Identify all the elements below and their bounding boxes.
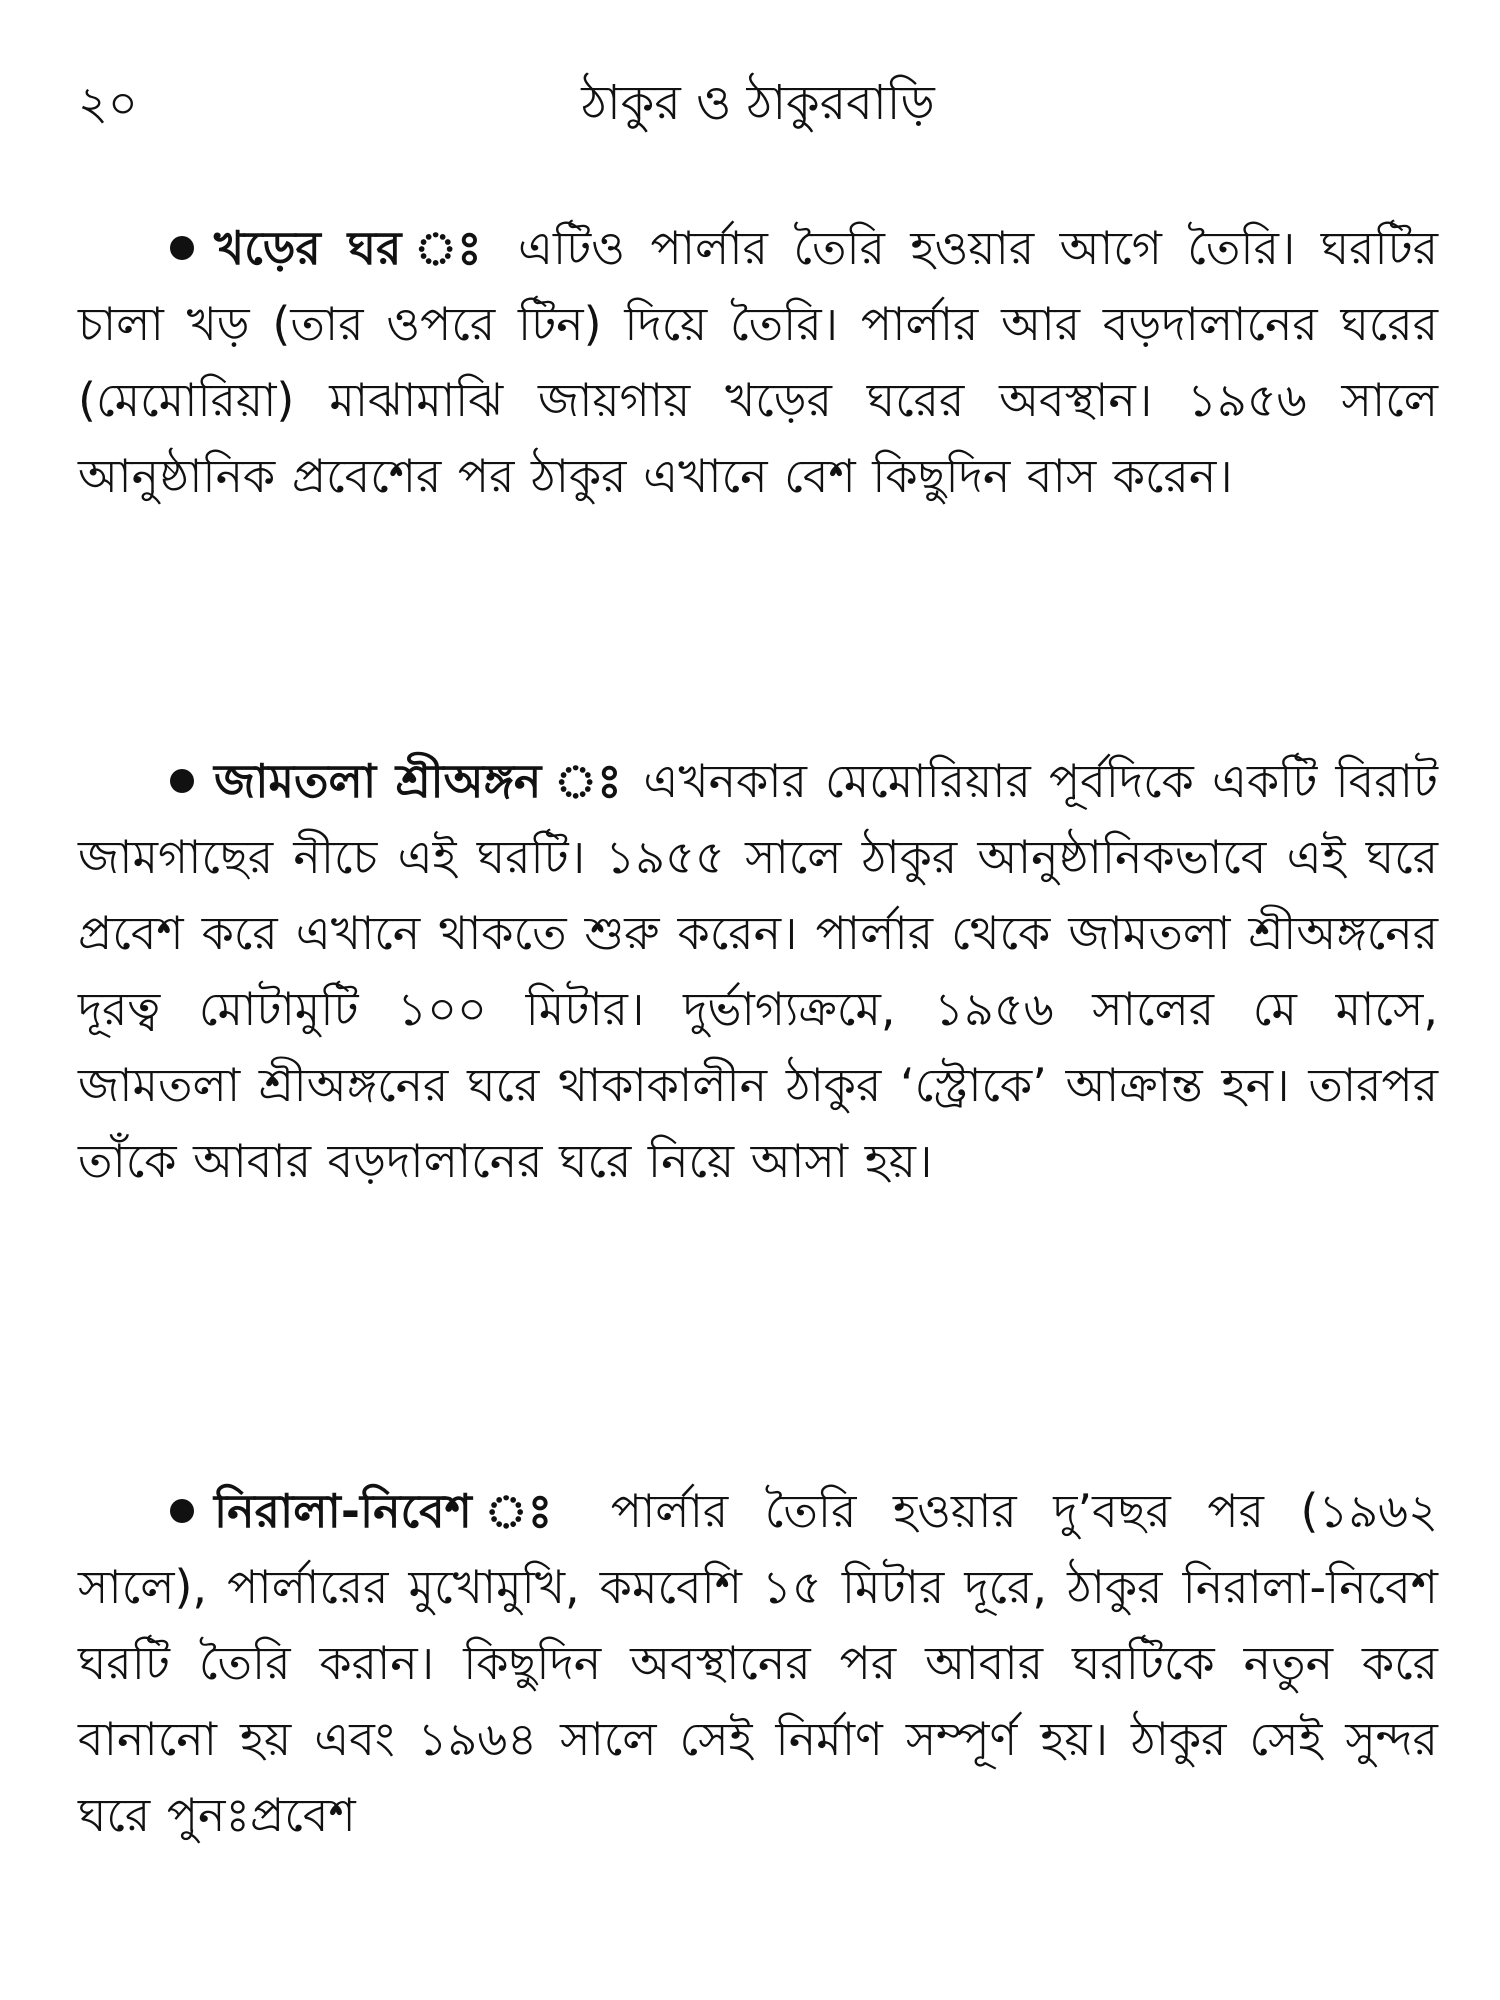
bullet-icon	[170, 769, 194, 793]
page-number: ২০	[78, 76, 138, 130]
paragraph	[78, 1473, 1438, 1853]
section-term: জামতলা শ্রীঅঙ্গন ঃ	[214, 754, 626, 808]
bullet-icon	[170, 1499, 194, 1523]
section-kharer-ghar	[78, 210, 1438, 514]
section-text: পার্লার তৈরি হওয়ার দু’বছর পর (১৯৬২ সালে), পার্লারের মুখোমুখি, কমবেশি ১৫ মিটার দূরে, ঠাকুর নিরালা-নিবেশ ঘরটি তৈরি করান। কিছুদিন অবস্থানের পর আবার ঘরটিকে নতুন করে বানানো হয় এবং ১৯৬৪ সালে সেই নির্মাণ সম্পূর্ণ হয়। ঠাকুর সেই সুন্দর ঘরে পুনঃপ্রবেশ	[78, 1484, 1438, 1842]
section-jamtala-sriangan	[78, 743, 1438, 1199]
page-header	[78, 68, 1438, 138]
section-text: এখনকার মেমোরিয়ার পূর্বদিকে একটি বিরাট জামগাছের নীচে এই ঘরটি। ১৯৫৫ সালে ঠাকুর আনুষ্ঠানিকভাবে এই ঘরে প্রবেশ করে এখানে থাকতে শুরু করেন। পার্লার থেকে জামতলা শ্রীঅঙ্গনের দূরত্ব মোটামুটি ১০০ মিটার। দুর্ভাগ্যক্রমে, ১৯৫৬ সালের মে মাসে, জামতলা শ্রীঅঙ্গনের ঘরে থাকাকালীন ঠাকুর ‘স্ট্রোকে’ আক্রান্ত হন। তারপর তাঁকে আবার বড়দালানের ঘরে নিয়ে আসা হয়।	[78, 754, 1438, 1188]
section-text: এটিও পার্লার তৈরি হওয়ার আগে তৈরি। ঘরটির চালা খড় (তার ওপরে টিন) দিয়ে তৈরি। পার্লার আর বড়দালানের ঘরের (মেমোরিয়া) মাঝামাঝি জায়গায় খড়ের ঘরের অবস্থান। ১৯৫৬ সালে আনুষ্ঠানিক প্রবেশের পর ঠাকুর এখানে বেশ কিছুদিন বাস করেন।	[78, 221, 1439, 503]
paragraph	[78, 743, 1438, 1199]
section-term: নিরালা-নিবেশ ঃ	[214, 1484, 575, 1538]
running-title: ঠাকুর ও ঠাকুরবাড়ি	[581, 75, 935, 131]
bullet-icon	[170, 236, 194, 260]
section-nirala-nibesh	[78, 1473, 1438, 1853]
section-term: খড়ের ঘর ঃ	[214, 221, 493, 275]
paragraph	[78, 210, 1438, 514]
